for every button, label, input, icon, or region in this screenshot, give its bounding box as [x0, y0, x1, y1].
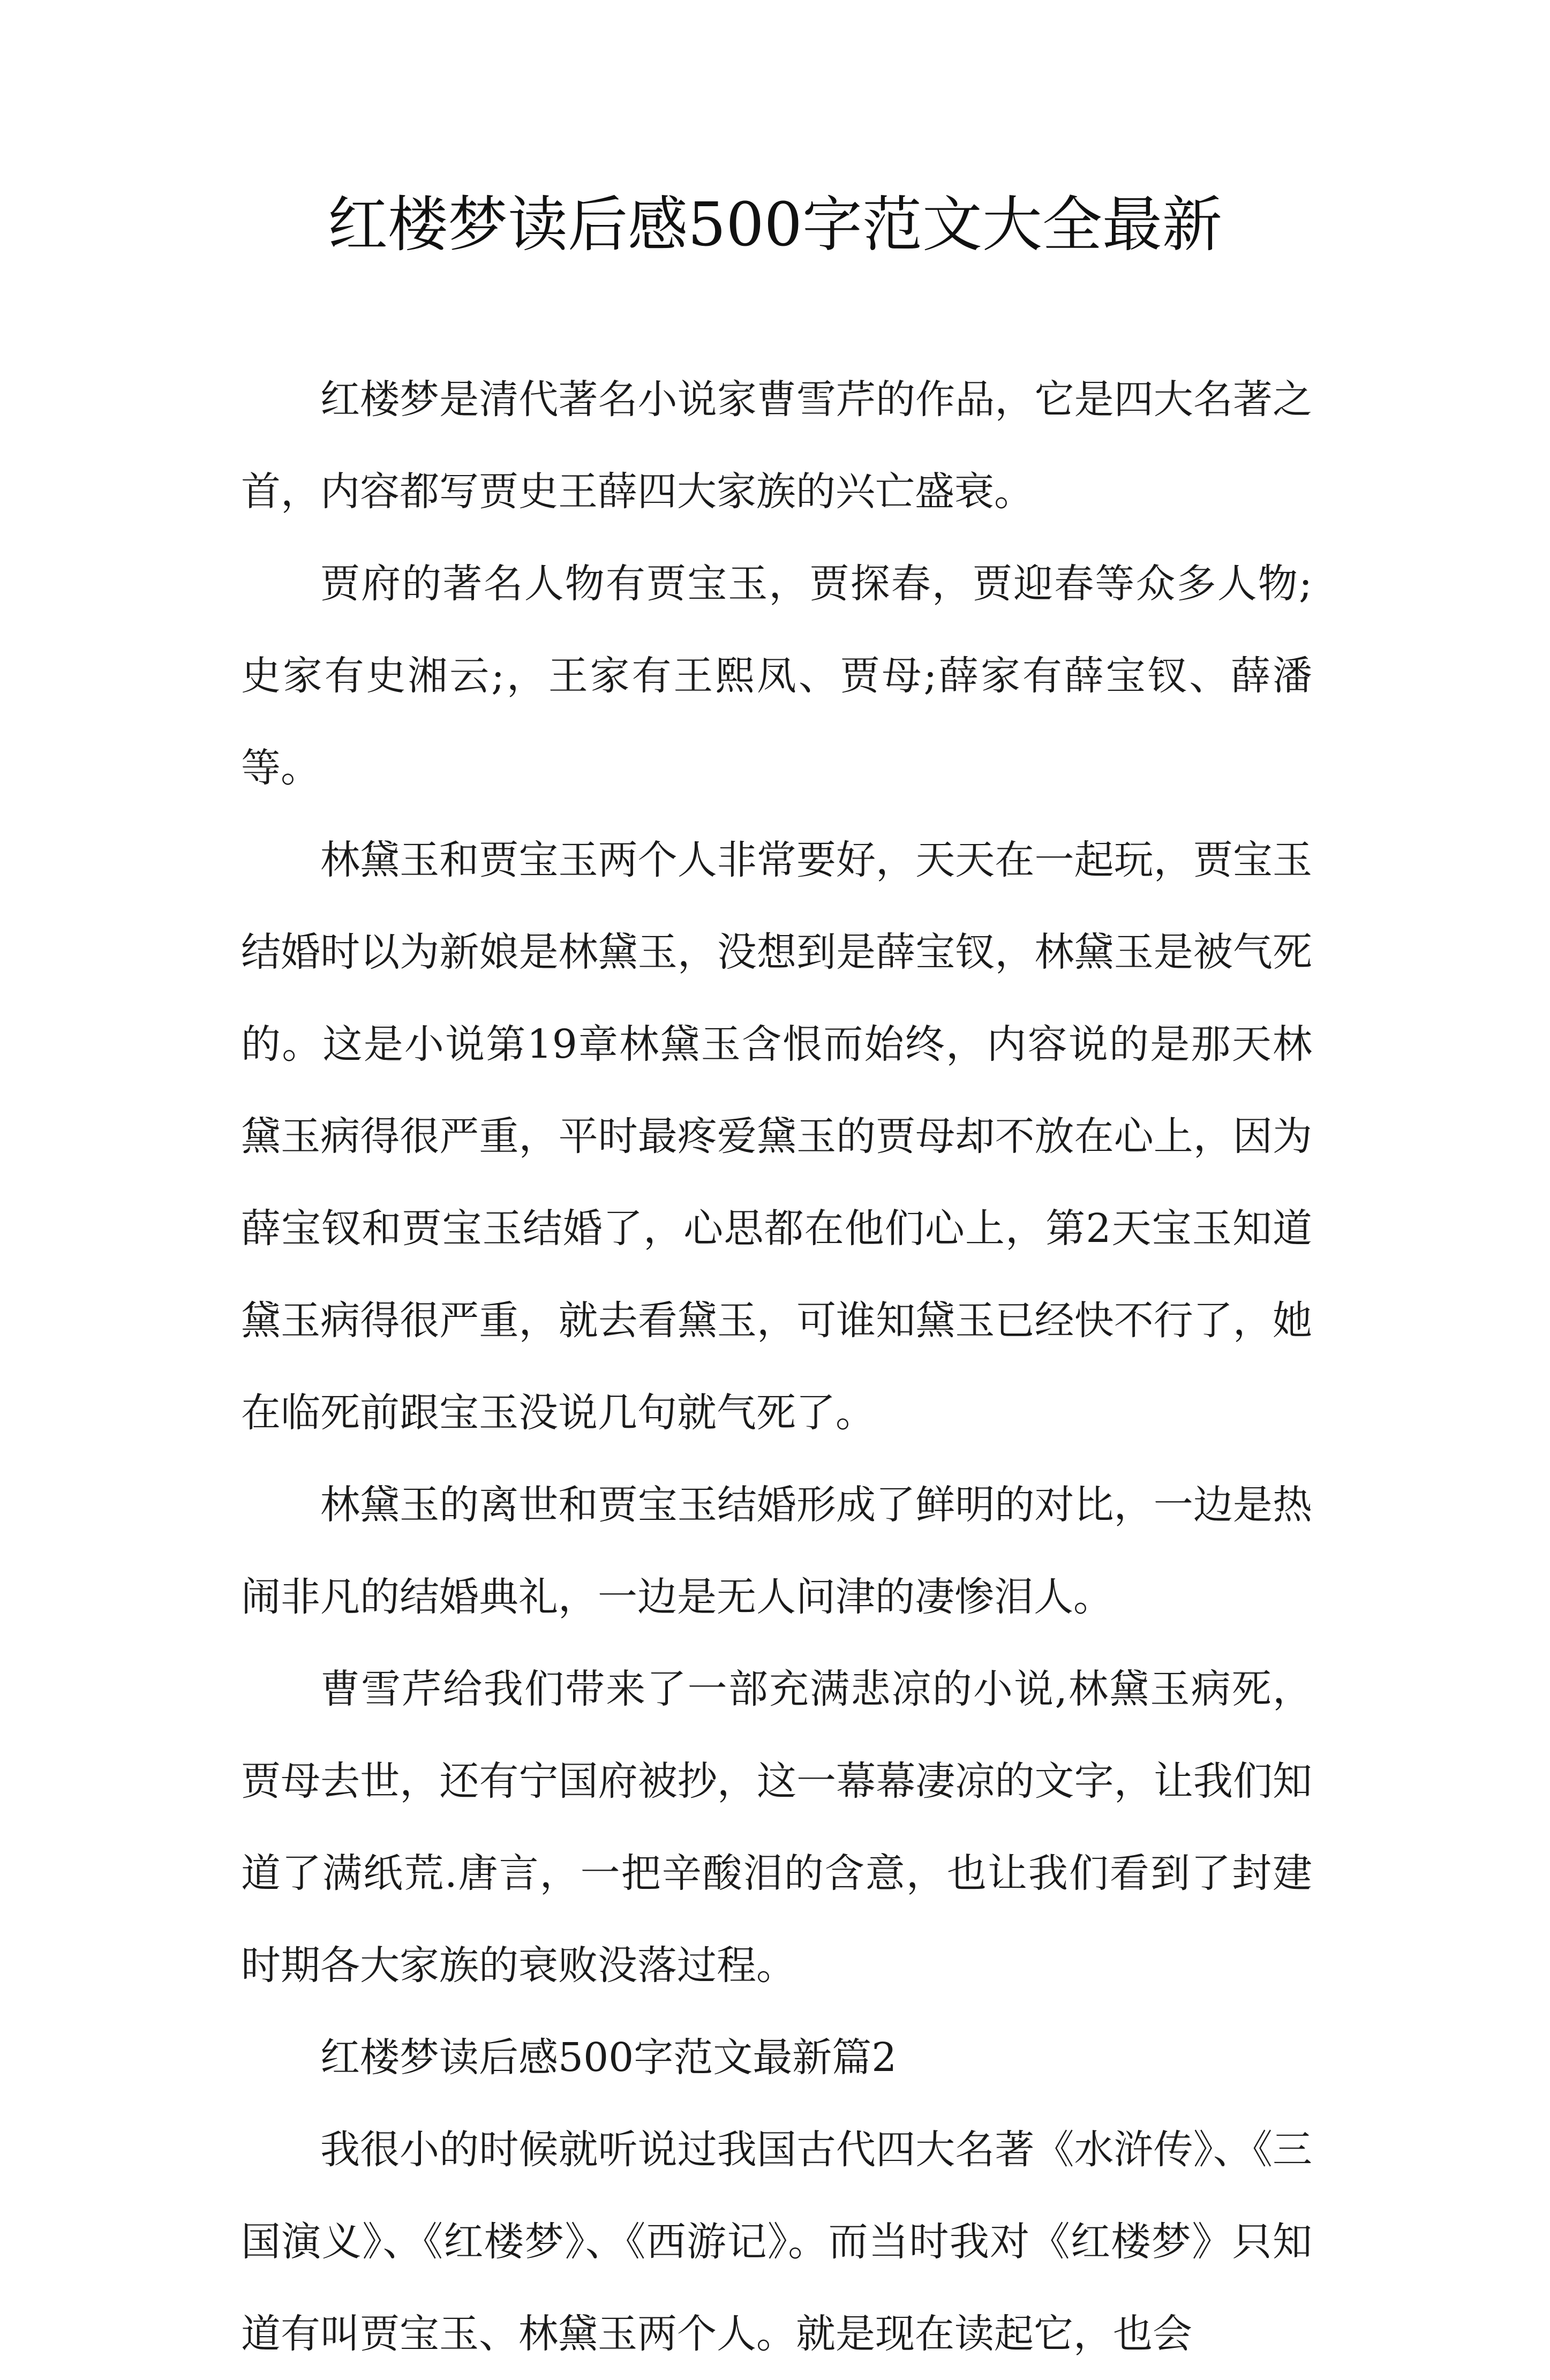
paragraph-contrast: 林黛玉的离世和贾宝玉结婚形成了鲜明的对比，一边是热闹非凡的结婚典礼，一边是无人问津的凄惨泪人。: [241, 1482, 1312, 1620]
section-heading-part2: 红楼梦读后感500字范文最新篇2: [320, 2035, 897, 2081]
document-title: 红楼梦读后感500字范文大全最新: [328, 190, 1222, 260]
paragraph-lin-daiyu: 林黛玉和贾宝玉两个人非常要好，天天在一起玩，贾宝玉结婚时以为新娘是林黛玉，没想到是薛宝钗，林黛玉是被气死的。这是小说第19章林黛玉含恨而始终，内容说的是那天林黛玉病得很严重，平时最疼爱黛玉的贾母却不放在心上，因为薛宝钗和贾宝玉结婚了，心思都在他们心上，第2天宝玉知道黛玉病得很严重，就去看黛玉，可谁知黛玉已经快不行了，她在临死前跟宝玉没说几句就气死了。: [241, 837, 1312, 1436]
paragraph-conclusion: 曹雪芹给我们带来了一部充满悲凉的小说,林黛玉病死，贾母去世，还有宁国府被抄，这一幕幕凄凉的文字，让我们知道了满纸荒.唐言，一把辛酸泪的含意，也让我们看到了封建时期各大家族的衰败没落过程。: [241, 1666, 1312, 1989]
paragraph-intro: 红楼梦是清代著名小说家曹雪芹的作品，它是四大名著之首，内容都写贾史王薛四大家族的兴亡盛衰。: [241, 376, 1312, 515]
paragraph-characters: 贾府的著名人物有贾宝玉，贾探春，贾迎春等众多人物;史家有史湘云;，王家有王熙凤、贾母;薛家有薛宝钗、薛潘等。: [241, 561, 1312, 791]
document-body: [241, 353, 1312, 2380]
paragraph-part2-intro: 我很小的时候就听说过我国古代四大名著《水浒传》、《三国演义》、《红楼梦》、《西游记》。而当时我对《红楼梦》只知道有叫贾宝玉、林黛玉两个人。就是现在读起它，也会: [241, 2127, 1312, 2357]
